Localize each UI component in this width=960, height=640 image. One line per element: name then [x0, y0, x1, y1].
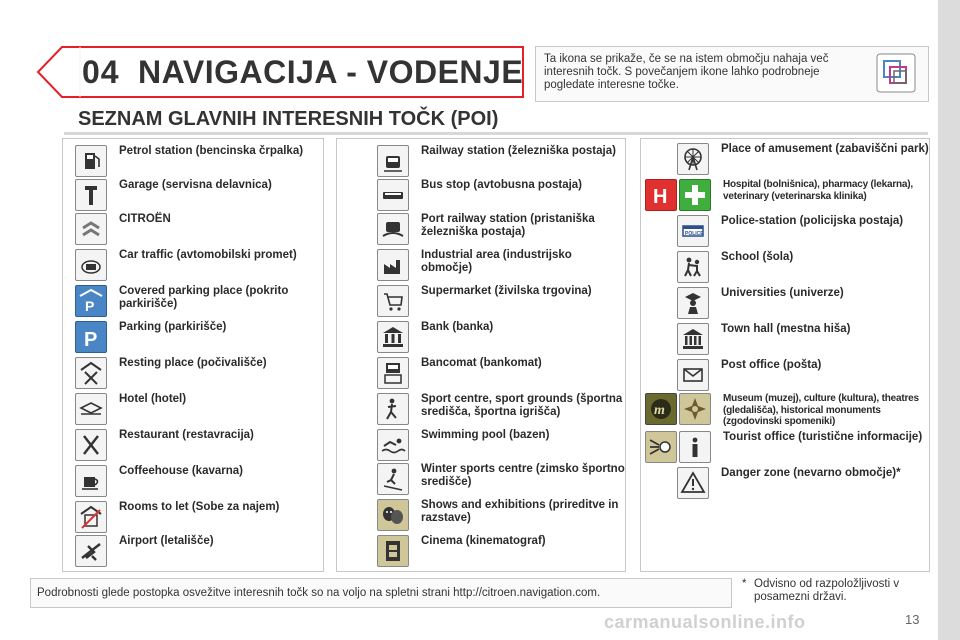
- poi-petrol-station: [75, 145, 303, 177]
- poi-shows-exhibitions: [377, 499, 625, 531]
- poi-tourist-office: [645, 431, 922, 463]
- svg-text:H: H: [653, 186, 668, 208]
- footer-note: Podrobnosti glede postopka osvežitve interesnih točk so na voljo na spletni strani http://citroen.navigation.com.: [37, 587, 601, 599]
- poi-label: Bancomat (bankomat): [421, 357, 542, 369]
- museum-icon: [645, 393, 677, 425]
- poi-port-railway-station: [377, 213, 625, 245]
- parking-icon: [75, 321, 107, 353]
- poi-label: Post office (pošta): [721, 359, 822, 371]
- monument-icon: [679, 393, 711, 425]
- poi-label: Danger zone (nevarno območje)*: [721, 467, 901, 479]
- poi-label: Coffeehouse (kavarna): [119, 465, 243, 477]
- poi-label: Parking (parkirišče): [119, 321, 227, 333]
- poi-airport: [75, 535, 214, 567]
- ferris-wheel-icon: [677, 143, 709, 175]
- warning-triangle-icon: [677, 467, 709, 499]
- info-icon: [679, 431, 711, 463]
- svg-text:P: P: [84, 329, 98, 351]
- citroen-chevrons-icon: [75, 213, 107, 245]
- poi-label: Cinema (kinematograf): [421, 535, 546, 547]
- multiple-poi-icon: [876, 53, 916, 93]
- poi-covered-parking: [75, 285, 323, 317]
- svg-text:P: P: [85, 298, 95, 314]
- poi-label: Railway station (železniška postaja): [421, 145, 616, 157]
- poi-industrial-area: [377, 249, 625, 281]
- rooms-to-let-icon: [75, 501, 107, 533]
- poi-label: Sport centre, sport grounds (športna središča, športna igrišča): [421, 393, 623, 418]
- poi-parking: [75, 321, 226, 353]
- coffee-cup-icon: [75, 465, 107, 497]
- poi-cinema: [377, 535, 546, 567]
- police-icon: [677, 215, 709, 247]
- svg-text:POLICE: POLICE: [685, 231, 704, 237]
- poi-museum-culture: [645, 393, 929, 428]
- fuel-pump-icon: [75, 145, 107, 177]
- footnote-text: Odvisno od razpoložljivosti v posamezni državi.: [754, 578, 900, 603]
- watermark: carmanualsonline.info: [604, 612, 806, 632]
- poi-label: Shows and exhibitions (prireditve in razstave): [421, 499, 619, 524]
- sport-icon: [377, 393, 409, 425]
- poi-supermarket: [377, 285, 592, 317]
- chapter-number: 04: [82, 54, 120, 90]
- poi-danger-zone: [677, 467, 901, 499]
- poi-label: Winter sports centre (zimsko športno središče): [421, 463, 625, 488]
- poi-police: [677, 215, 903, 247]
- poi-label: Car traffic (avtomobilski promet): [119, 249, 297, 261]
- hospital-icon: [645, 179, 677, 211]
- page-edge-bar: [938, 0, 960, 640]
- poi-universities: [677, 287, 844, 319]
- poi-car-traffic: [75, 249, 297, 281]
- poi-coffeehouse: [75, 465, 243, 497]
- poi-citroen: [75, 213, 171, 245]
- fork-knife-icon: [75, 429, 107, 461]
- poi-label: Airport (letališče): [119, 535, 214, 547]
- poi-resting-place: [75, 357, 267, 389]
- poi-label: Museum (muzej), culture (kultura), theatres (gledališča), historical monuments (zgodovinski spomeniki): [723, 393, 919, 427]
- atm-icon: [377, 357, 409, 389]
- poi-sport-centre: [377, 393, 625, 425]
- poi-label: Resting place (počivališče): [119, 357, 267, 369]
- poi-label: Bus stop (avtobusna postaja): [421, 179, 583, 191]
- port-railway-icon: [377, 213, 409, 245]
- poi-label: Garage (servisna delavnica): [119, 179, 272, 191]
- poi-bank: [377, 321, 493, 353]
- covered-parking-icon: [75, 285, 107, 317]
- footer-note-box: [30, 578, 732, 608]
- poi-label: Covered parking place (pokrito parkirišče): [119, 285, 289, 310]
- poi-label: Tourist office (turistične informacije): [723, 431, 923, 443]
- poi-hotel: [75, 393, 186, 425]
- poi-hospital: [645, 179, 929, 211]
- poi-bancomat: [377, 357, 542, 389]
- resting-place-icon: [75, 357, 107, 389]
- poi-label: Hotel (hotel): [119, 393, 187, 405]
- poi-label: Universities (univerze): [721, 287, 844, 299]
- poi-label: Restaurant (restavracija): [119, 429, 254, 441]
- poi-column-1: [62, 138, 324, 572]
- poi-label: Industrial area (industrijsko območje): [421, 249, 572, 274]
- train-icon: [377, 145, 409, 177]
- poi-label: School (šola): [721, 251, 794, 263]
- svg-text:m: m: [654, 403, 665, 418]
- poi-swimming-pool: [377, 429, 549, 461]
- poi-winter-sports: [377, 463, 625, 495]
- skier-icon: [377, 463, 409, 495]
- poi-column-2: [336, 138, 626, 572]
- pharmacy-cross-icon: [679, 179, 711, 211]
- poi-label: Petrol station (bencinska črpalka): [119, 145, 304, 157]
- poi-rooms-to-let: [75, 501, 279, 533]
- poi-town-hall: [677, 323, 851, 355]
- footnote-star: *: [742, 578, 747, 590]
- poi-label: Supermarket (živilska trgovina): [421, 285, 592, 297]
- poi-post-office: [677, 359, 821, 391]
- poi-label: Bank (banka): [421, 321, 494, 333]
- section-divider: [64, 132, 928, 135]
- section-title: SEZNAM GLAVNIH INTERESNIH TOČK (POI): [78, 108, 499, 130]
- airplane-icon: [75, 535, 107, 567]
- poi-bus-stop: [377, 179, 582, 211]
- poi-restaurant: [75, 429, 254, 461]
- chapter-title: NAVIGACIJA - VODENJE: [138, 54, 524, 90]
- poi-label: Port railway station (pristaniška železniška postaja): [421, 213, 595, 238]
- poi-label: Police-station (policijska postaja): [721, 215, 904, 227]
- poi-railway-station: [377, 145, 616, 177]
- bus-icon: [377, 179, 409, 211]
- graduate-icon: [677, 287, 709, 319]
- swimmer-icon: [377, 429, 409, 461]
- shopping-cart-icon: [377, 285, 409, 317]
- poi-school: [677, 251, 793, 283]
- page-number: 13: [905, 612, 920, 627]
- poi-label: Rooms to let (Sobe za najem): [119, 501, 280, 513]
- envelope-icon: [677, 359, 709, 391]
- info-box: [535, 46, 929, 102]
- poi-column-3: [640, 138, 930, 572]
- poi-label: CITROËN: [119, 213, 171, 225]
- chapter-header: [30, 46, 524, 98]
- poi-garage: [75, 179, 272, 211]
- factory-icon: [377, 249, 409, 281]
- poi-label: Place of amusement (zabaviščni park): [721, 143, 929, 155]
- wrench-icon: [75, 179, 107, 211]
- theatre-masks-icon: [377, 499, 409, 531]
- town-hall-icon: [677, 323, 709, 355]
- hotel-bed-icon: [75, 393, 107, 425]
- school-children-icon: [677, 251, 709, 283]
- film-icon: [377, 535, 409, 567]
- poi-label: Swimming pool (bazen): [421, 429, 550, 441]
- poi-label: Hospital (bolnišnica), pharmacy (lekarna), veterinary (veterinarska klinika): [723, 179, 913, 202]
- car-traffic-icon: [75, 249, 107, 281]
- info-text: Ta ikona se prikaže, če se na istem območju nahaja več interesnih točk. S povečanjem ikone lahko podrobneje pogledate interesne točke.: [544, 53, 829, 91]
- tourist-sight-icon: [645, 431, 677, 463]
- bank-icon: [377, 321, 409, 353]
- poi-amusement: [677, 143, 929, 175]
- poi-label: Town hall (mestna hiša): [721, 323, 851, 335]
